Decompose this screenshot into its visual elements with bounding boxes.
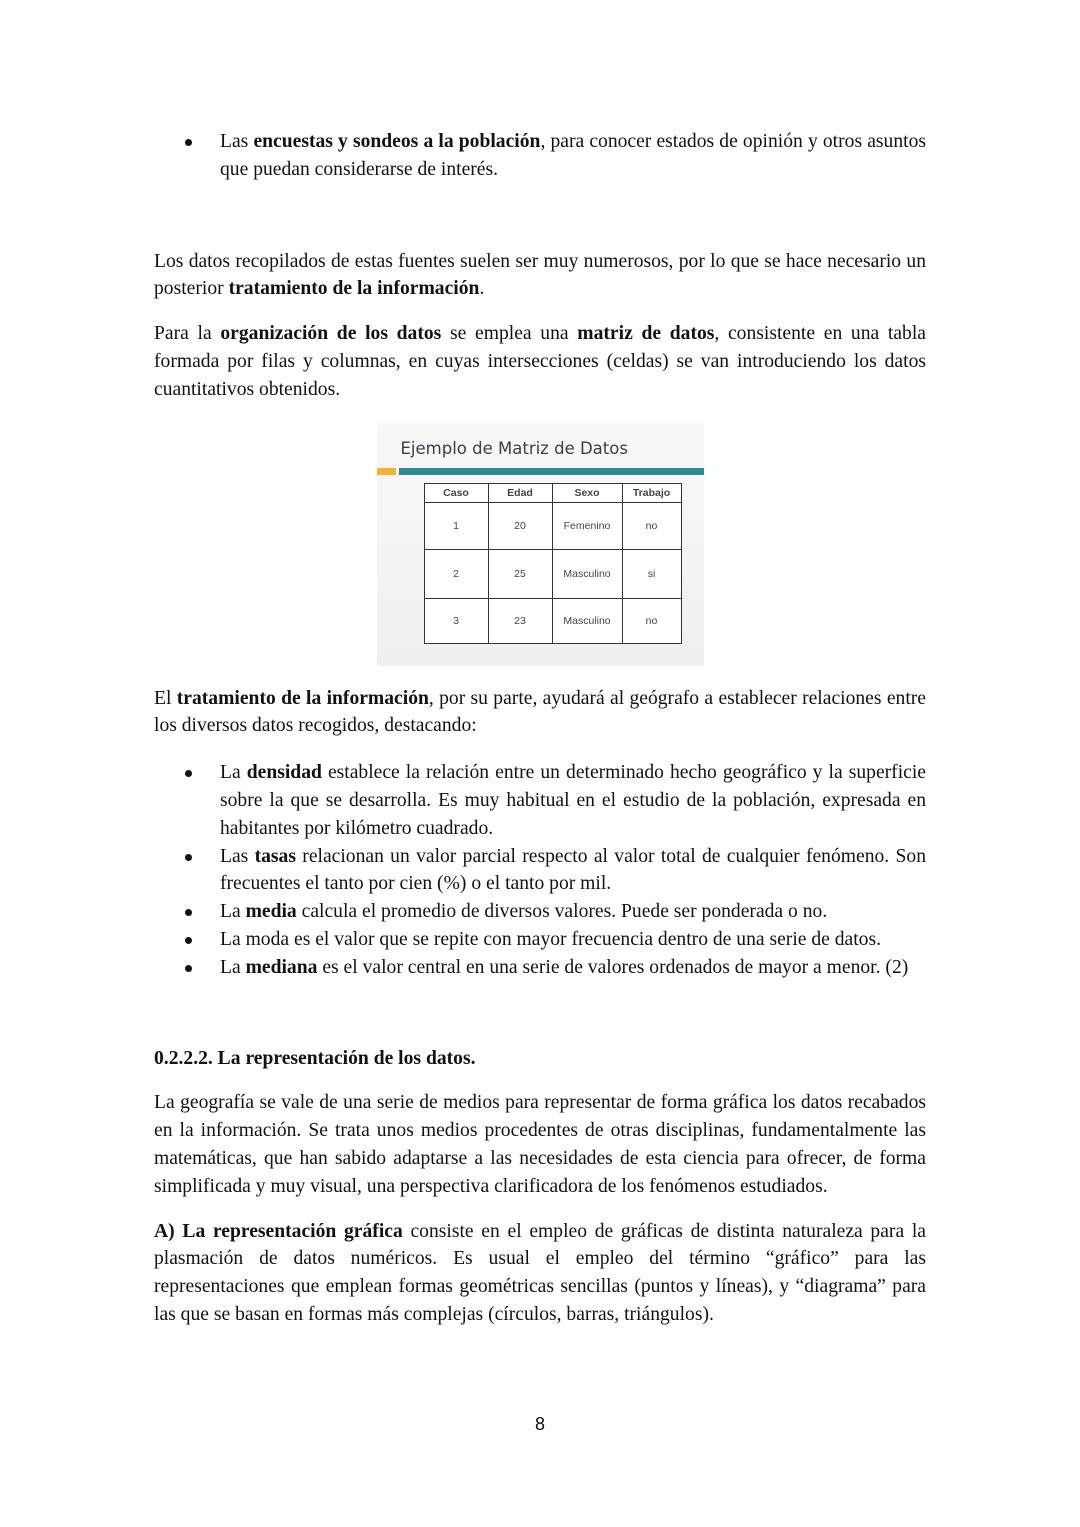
list-item: La mediana es el valor central en una serie de valores ordenados de mayor a menor. (2) <box>154 954 926 982</box>
paragraph-representacion-grafica: A) La representación gráfica consiste en el empleo de gráficas de distinta naturaleza para la plasmación de datos numéricos. Es usual el empleo del término “gráfico” para las representaciones que emplean formas geométricas sencillas (puntos y líneas), y “diagrama” para las que se basan en formas más complejas (círculos, barras, triángulos). <box>154 1220 926 1325</box>
list-item: La densidad establece la relación entre un determinado hecho geográfico y la superficie sobre la que se desarrolla. Es muy habitual en el estudio de la población, expresada en habitantes por kilómetro cuadrado. <box>154 759 926 842</box>
column-header: Caso <box>424 483 488 502</box>
page-body <box>154 128 926 1329</box>
column-header: Sexo <box>552 483 622 502</box>
table-cell: si <box>622 549 681 598</box>
table-row <box>424 549 681 598</box>
paragraph-tratamiento: El tratamiento de la información, por su parte, ayudará al geógrafo a establecer relaciones entre los diversos datos recogidos, destacando: <box>154 687 926 737</box>
table-cell: 23 <box>488 598 552 643</box>
table-cell: no <box>622 502 681 549</box>
column-header: Trabajo <box>622 483 681 502</box>
table-cell: 1 <box>424 502 488 549</box>
table-cell: 2 <box>424 549 488 598</box>
table-cell: 3 <box>424 598 488 643</box>
paragraph-fuentes: Los datos recopilados de estas fuentes suelen ser muy numerosos, por lo que se hace necesario un posterior tratamiento de la información. <box>154 250 926 300</box>
table-cell: Masculino <box>552 598 622 643</box>
table-cell: 25 <box>488 549 552 598</box>
column-header: Edad <box>488 483 552 502</box>
figure-title: Ejemplo de Matriz de Datos <box>400 438 628 458</box>
paragraph-geografia: La geografía se vale de una serie de medios para representar de forma gráfica los datos recabados en la información. Se trata unos medios procedentes de otras disciplinas, fundamentalmente las matemáticas, que han sabido adaptarse a las necesidades de esta ciencia para ofrecer, de forma simplificada y muy visual, una perspectiva clarificadora de los fenómenos estudiados. <box>154 1092 926 1197</box>
table-row <box>424 502 681 549</box>
list-item: La media calcula el promedio de diversos valores. Puede ser ponderada o no. <box>154 898 926 926</box>
table-header-row <box>424 483 681 502</box>
table-cell: no <box>622 598 681 643</box>
accent-bar-yellow <box>377 468 396 475</box>
bullet-list-main <box>154 759 926 981</box>
list-item: Las encuestas y sondeos a la población, para conocer estados de opinión y otros asuntos que puedan considerarse de interés. <box>154 128 926 184</box>
list-item: La moda es el valor que se repite con mayor frecuencia dentro de una serie de datos. <box>154 926 926 954</box>
section-heading: 0.2.2.2. La representación de los datos. <box>154 1047 476 1069</box>
page-number: 8 <box>534 1414 545 1434</box>
paragraph-organizacion: Para la organización de los datos se emplea una matriz de datos, consistente en una tabla formada por filas y columnas, en cuyas intersecciones (celdas) se van introduciendo los datos cuantitativos obtenidos. <box>154 323 926 400</box>
table-row <box>424 598 681 643</box>
table-cell: Masculino <box>552 549 622 598</box>
list-item: Las tasas relacionan un valor parcial respecto al valor total de cualquier fenómeno. Son frecuentes el tanto por cien (%) o el tanto por mil. <box>154 843 926 899</box>
table-cell: 20 <box>488 502 552 549</box>
bullet-list-top <box>154 128 926 184</box>
accent-bar-teal <box>399 468 704 475</box>
data-matrix-figure <box>377 423 704 666</box>
table-cell: Femenino <box>552 502 622 549</box>
data-matrix-table <box>424 483 682 644</box>
